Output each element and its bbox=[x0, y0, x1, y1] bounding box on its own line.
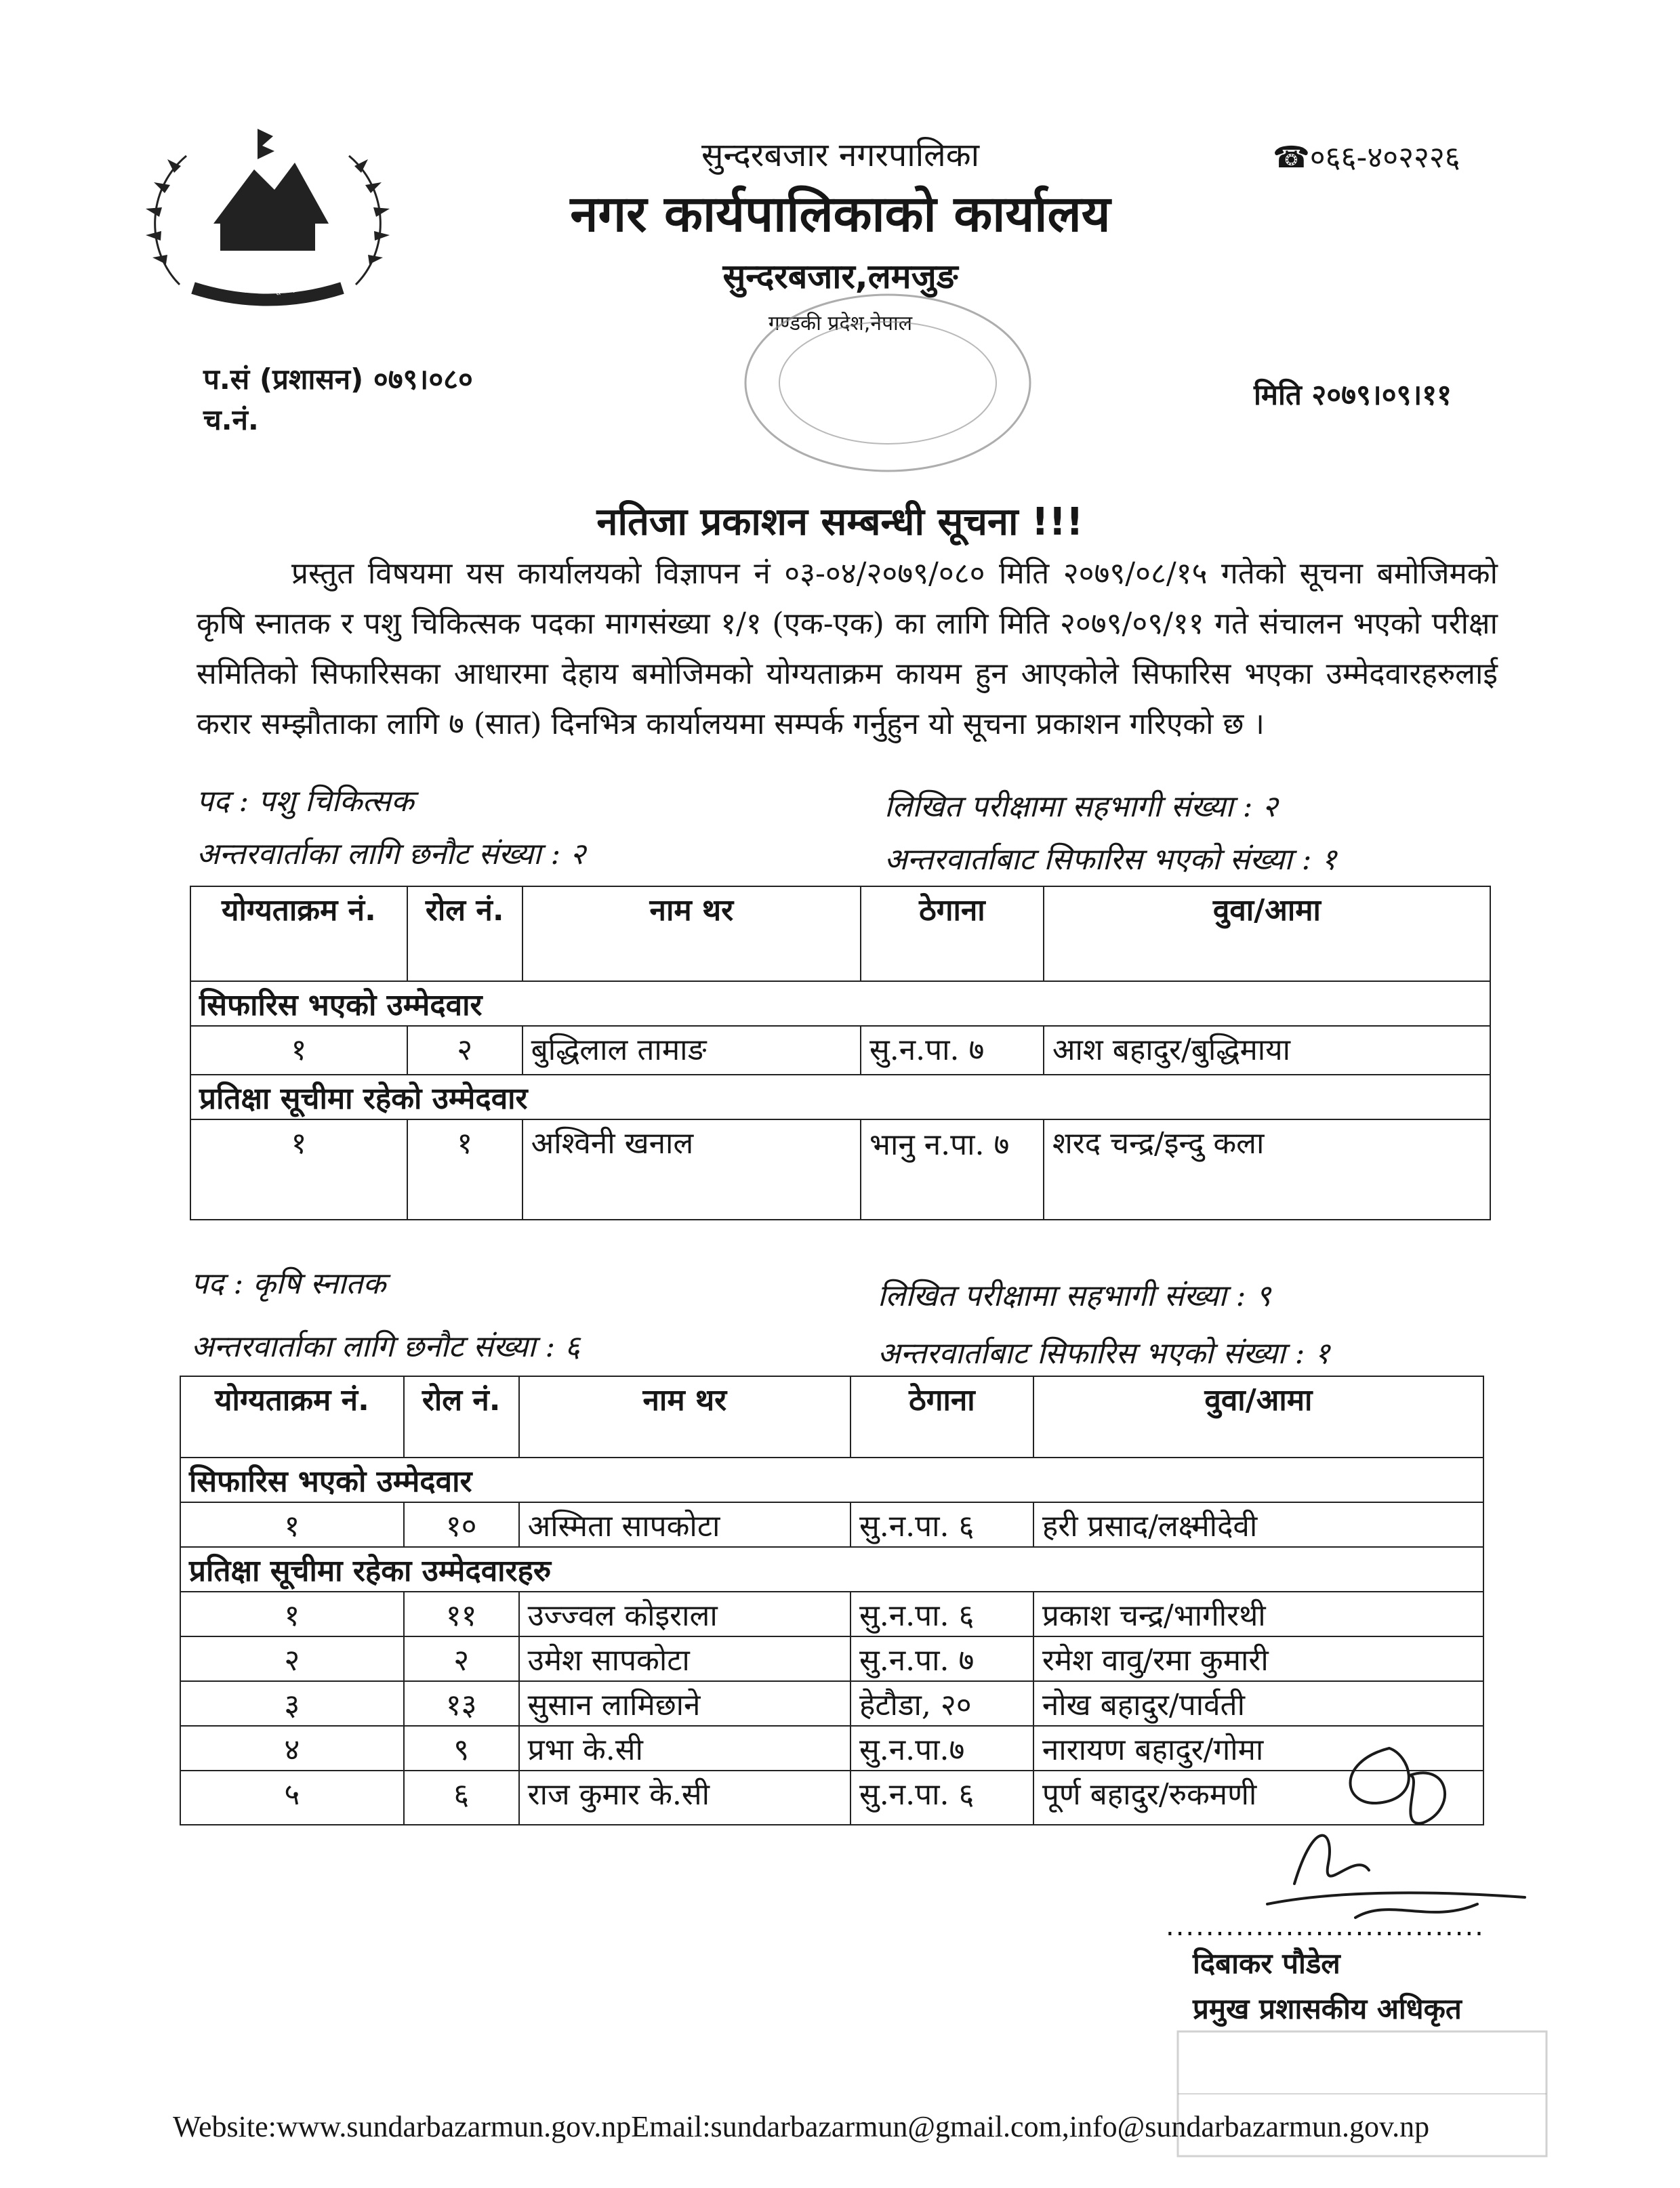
rank-cell: ३ bbox=[180, 1681, 404, 1726]
table-header-row bbox=[180, 1376, 1483, 1458]
address-cell: भानु न.पा. ७ bbox=[861, 1119, 1044, 1220]
column-header: ठेगाना bbox=[851, 1376, 1033, 1458]
recommended-count: अन्तरवार्ताबाट सिफारिस भएको संख्या : १ bbox=[884, 842, 1337, 877]
parents-cell: नारायण बहादुर/गोमा bbox=[1033, 1726, 1483, 1771]
written-participants: लिखित परीक्षामा सहभागी संख्या : ९ bbox=[878, 1279, 1271, 1313]
parents-cell: शरद चन्द्र/इन्दु कला bbox=[1044, 1119, 1490, 1220]
rank-cell: २ bbox=[180, 1636, 404, 1681]
address-cell: हेटौडा, २० bbox=[851, 1681, 1033, 1726]
notice-body: प्रस्तुत विषयमा यस कार्यालयको विज्ञापन नं ०३-०४/२०७९/०८० मिति २०७९/०८/१५ गतेको सूचना बमोजिमको कृषि स्नातक र पशु चिकित्सक पदका मागसंख्या १/१ (एक-एक) का लागि मिति २०७९/०९/११ गते संचालन भएको परीक्षा समितिको सिफारिसका आधारमा देहाय बमोजिमको योग्यताक्रम कायम हुन आएकोले सिफारिस भएका उम्मेदवारहरुलाई करार सम्झौताका लागि ७ (सात) दिनभित्र कार्यालयमा सम्पर्क गर्नुहुन यो सूचना प्रकाशन गरिएको छ । bbox=[197, 556, 1498, 741]
parents-cell: नोख बहादुर/पार्वती bbox=[1033, 1681, 1483, 1726]
dispatch-number: च.नं. bbox=[203, 403, 259, 436]
name-cell: उज्ज्वल कोइराला bbox=[519, 1592, 851, 1636]
table-row bbox=[180, 1592, 1483, 1636]
office-name: नगर कार्यपालिकाको कार्यालय bbox=[570, 185, 1111, 243]
roll-cell: १० bbox=[404, 1502, 519, 1547]
column-header: नाम थर bbox=[523, 886, 861, 981]
roll-cell: ६ bbox=[404, 1771, 519, 1825]
name-cell: उमेश सापकोटा bbox=[519, 1636, 851, 1681]
table-row bbox=[180, 1636, 1483, 1681]
name-cell: सुसान लामिछाने bbox=[519, 1681, 851, 1726]
parents-cell: आश बहादुर/बुद्धिमाया bbox=[1044, 1026, 1490, 1075]
reference-number: प.सं (प्रशासन) ०७९।०८० bbox=[203, 363, 473, 396]
section-row bbox=[180, 1458, 1483, 1502]
name-cell: राज कुमार के.सी bbox=[519, 1771, 851, 1825]
section-label: प्रतिक्षा सूचीमा रहेको उम्मेदवार bbox=[190, 1075, 1490, 1119]
rank-cell: १ bbox=[190, 1026, 407, 1075]
address-cell: सु.न.पा.७ bbox=[851, 1726, 1033, 1771]
footer-contact: Website:www.sundarbazarmun.gov.npEmail:sundarbazarmun@gmail.com,info@sundarbazarmun.gov.np bbox=[173, 2110, 1430, 2143]
address-cell: सु.न.पा. ७ bbox=[861, 1026, 1044, 1075]
address-cell: सु.न.पा. ६ bbox=[851, 1771, 1033, 1825]
municipality-name: सुन्दरबजार नगरपालिका bbox=[701, 136, 979, 174]
rank-cell: १ bbox=[190, 1119, 407, 1220]
issue-date: मिति २०७९।०९।११ bbox=[1254, 378, 1452, 411]
written-participants: लिखित परीक्षामा सहभागी संख्या : २ bbox=[884, 789, 1278, 824]
roll-cell: ९ bbox=[404, 1726, 519, 1771]
rank-cell: ४ bbox=[180, 1726, 404, 1771]
table-row bbox=[190, 1119, 1490, 1220]
name-cell: बुद्धिलाल तामाङ bbox=[523, 1026, 861, 1075]
column-header: नाम थर bbox=[519, 1376, 851, 1458]
handwritten-signature bbox=[1254, 1735, 1538, 1938]
column-header: वुवा/आमा bbox=[1033, 1376, 1483, 1458]
interview-shortlisted: अन्तरवार्ताका लागि छनौट संख्या : २ bbox=[197, 837, 586, 871]
parents-cell: पूर्ण बहादुर/रुकमणी bbox=[1033, 1771, 1483, 1825]
parents-cell: रमेश वावु/रमा कुमारी bbox=[1033, 1636, 1483, 1681]
recommended-count: अन्तरवार्ताबाट सिफारिस भएको संख्या : १ bbox=[878, 1336, 1330, 1371]
section-row bbox=[190, 981, 1490, 1026]
parents-cell: प्रकाश चन्द्र/भागीरथी bbox=[1033, 1592, 1483, 1636]
roll-cell: ११ bbox=[404, 1592, 519, 1636]
interview-shortlisted: अन्तरवार्ताका लागि छनौट संख्या : ६ bbox=[191, 1329, 581, 1364]
section-row bbox=[180, 1547, 1483, 1592]
province-name: गण्डकी प्रदेश,नेपाल bbox=[768, 312, 913, 335]
name-cell: अश्विनी खनाल bbox=[523, 1119, 861, 1220]
signature-line: ................................ bbox=[1166, 1911, 1485, 1942]
roll-cell: २ bbox=[407, 1026, 523, 1075]
notice-title: नतिजा प्रकाशन सम्बन्धी सूचना !!! bbox=[596, 500, 1084, 544]
signer-title: प्रमुख प्रशासकीय अधिकृत bbox=[1193, 1992, 1462, 2025]
rank-cell: १ bbox=[180, 1502, 404, 1547]
address-cell: सु.न.पा. ६ bbox=[851, 1502, 1033, 1547]
column-header: योग्यताक्रम नं. bbox=[190, 886, 407, 981]
column-header: वुवा/आमा bbox=[1044, 886, 1490, 981]
section-label: सिफारिस भएको उम्मेदवार bbox=[180, 1458, 1483, 1502]
table-row bbox=[180, 1681, 1483, 1726]
parents-cell: हरी प्रसाद/लक्ष्मीदेवी bbox=[1033, 1502, 1483, 1547]
rank-cell: १ bbox=[180, 1592, 404, 1636]
post-title: पद : कृषि स्नातक bbox=[191, 1266, 386, 1301]
office-round-stamp bbox=[732, 285, 1044, 481]
section-row bbox=[190, 1075, 1490, 1119]
section-label: सिफारिस भएको उम्मेदवार bbox=[190, 981, 1490, 1026]
roll-cell: २ bbox=[404, 1636, 519, 1681]
table-header-row bbox=[190, 886, 1490, 981]
roll-cell: १३ bbox=[404, 1681, 519, 1726]
results-table bbox=[190, 886, 1491, 1220]
section-label: प्रतिक्षा सूचीमा रहेका उम्मेदवारहरु bbox=[180, 1547, 1483, 1592]
column-header: ठेगाना bbox=[861, 886, 1044, 981]
roll-cell: १ bbox=[407, 1119, 523, 1220]
rank-cell: ५ bbox=[180, 1771, 404, 1825]
address-cell: सु.न.पा. ७ bbox=[851, 1636, 1033, 1681]
phone-number: ☎०६६-४०२२२६ bbox=[1273, 140, 1460, 175]
office-address: सुन्दरबजार,लमजुङ bbox=[722, 257, 958, 296]
name-cell: प्रभा के.सी bbox=[519, 1726, 851, 1771]
table-row bbox=[180, 1502, 1483, 1547]
nepal-emblem-logo bbox=[139, 115, 396, 325]
column-header: रोल नं. bbox=[407, 886, 523, 981]
column-header: योग्यताक्रम नं. bbox=[180, 1376, 404, 1458]
emblem-motto: जननी जन्मभूमिश्च bbox=[240, 285, 295, 295]
column-header: रोल नं. bbox=[404, 1376, 519, 1458]
table-row bbox=[190, 1026, 1490, 1075]
post-title: पद : पशु चिकित्सक bbox=[197, 784, 414, 819]
address-cell: सु.न.पा. ६ bbox=[851, 1592, 1033, 1636]
name-cell: अस्मिता सापकोटा bbox=[519, 1502, 851, 1547]
signer-name: दिबाकर पौडेल bbox=[1193, 1947, 1340, 1980]
